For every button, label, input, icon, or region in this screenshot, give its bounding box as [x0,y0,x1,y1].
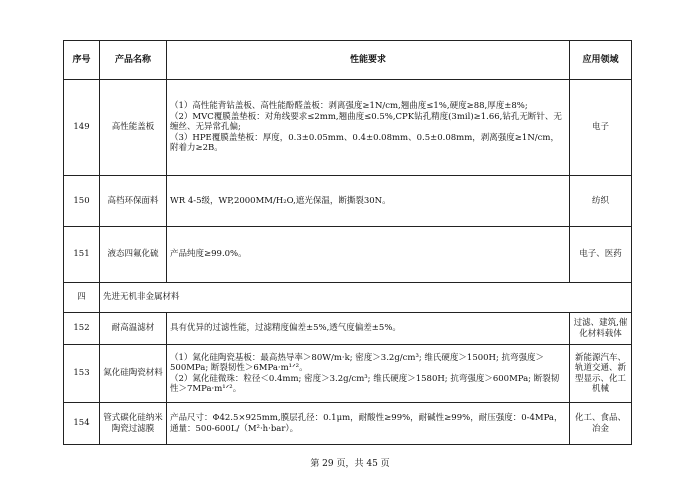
row-no: 150 [64,176,100,227]
row-requirements [167,313,570,345]
requirement-line: （2）氮化硅微珠：粒径＜0.4mm; 密度＞3.2g/cm³; 维氏硬度＞1580H; 抗弯强度＞600MPa; 断裂韧性＞7MPa·m¹ᐟ²。 [170,373,560,394]
requirement-line: WR 4-5级，WP,2000MM/H₂O,遮光保温，断撕裂30N。 [170,195,391,206]
requirement-line: 具有优异的过滤性能，过滤精度偏差±5%,透气度偏差±5%。 [170,323,401,334]
requirement-line: （1）高性能背钻盖板、高性能酚醛盖板：剥离强度≥1N/cm,翘曲度≤1%,硬度≥88,厚度±8%; [170,101,528,112]
row-requirements [167,345,570,403]
table-row [64,345,632,403]
table-row [64,80,632,176]
row-name: 耐高温滤材 [100,313,167,345]
row-no: 153 [64,345,100,403]
header-no: 序号 [64,41,100,80]
row-name: 高性能盖板 [100,80,167,176]
product-table [63,40,632,445]
section-no: 四 [64,283,100,313]
row-requirements [167,80,570,176]
row-name: 氮化硅陶瓷材料 [100,345,167,403]
row-application: 电子、医药 [570,227,632,283]
page-footer: 第 29 页，共 45 页 [310,459,390,469]
requirement-line: 产品尺寸：Φ42.5×925mm,膜层孔径：0.1μm，耐酸性≥99%，耐碱性≥99%，耐压强度：0-4MPa，通量：500-600L/（M²·h·bar）。 [170,413,563,434]
table-row [64,403,632,445]
requirement-line: （2）MVC覆膜盖垫板：对角线要求≤2mm,翘曲度≤0.5%,CPK钻孔精度(3mil)≥1.66,钻孔无断针、无缠丝、无异常孔偏; [170,111,562,133]
row-no: 154 [64,403,100,445]
row-application: 纺织 [570,176,632,227]
row-application: 化工、食品、冶金 [570,403,632,445]
row-no: 151 [64,227,100,283]
row-application: 新能源汽车、轨道交通、新型显示、化工机械 [570,345,632,403]
table-row [64,227,632,283]
row-name: 管式碳化硅纳米陶瓷过滤膜 [100,403,167,445]
row-no: 152 [64,313,100,345]
section-row [64,283,632,313]
requirement-line: （3）HPE覆膜盖垫板：厚度，0.3±0.05mm、0.4±0.08mm、0.5±0.08mm，剥离强度≥1N/cm，附着力≥2B。 [170,132,559,154]
row-no: 149 [64,80,100,176]
header-row [64,41,632,80]
row-application: 电子 [570,80,632,176]
header-name: 产品名称 [100,41,167,80]
row-application: 过滤、建筑,催化材料载体 [570,313,632,345]
table-row [64,313,632,345]
row-requirements [167,227,570,283]
row-name: 液态四氟化硫 [100,227,167,283]
header-requirements: 性能要求 [167,41,570,80]
row-name: 高档环保面料 [100,176,167,227]
section-title: 先进无机非金属材料 [100,283,632,313]
requirement-line: （1）氮化硅陶瓷基板：最高热导率＞80W/m·k; 密度＞3.2g/cm³; 维氏硬度＞1500H; 抗弯强度＞500MPa; 断裂韧性＞6MPa·m¹ᐟ²。 [170,352,545,373]
table-row [64,176,632,227]
row-requirements [167,176,570,227]
header-application: 应用领域 [570,41,632,80]
requirement-line: 产品纯度≥99.0%。 [170,249,247,260]
row-requirements [167,403,570,445]
